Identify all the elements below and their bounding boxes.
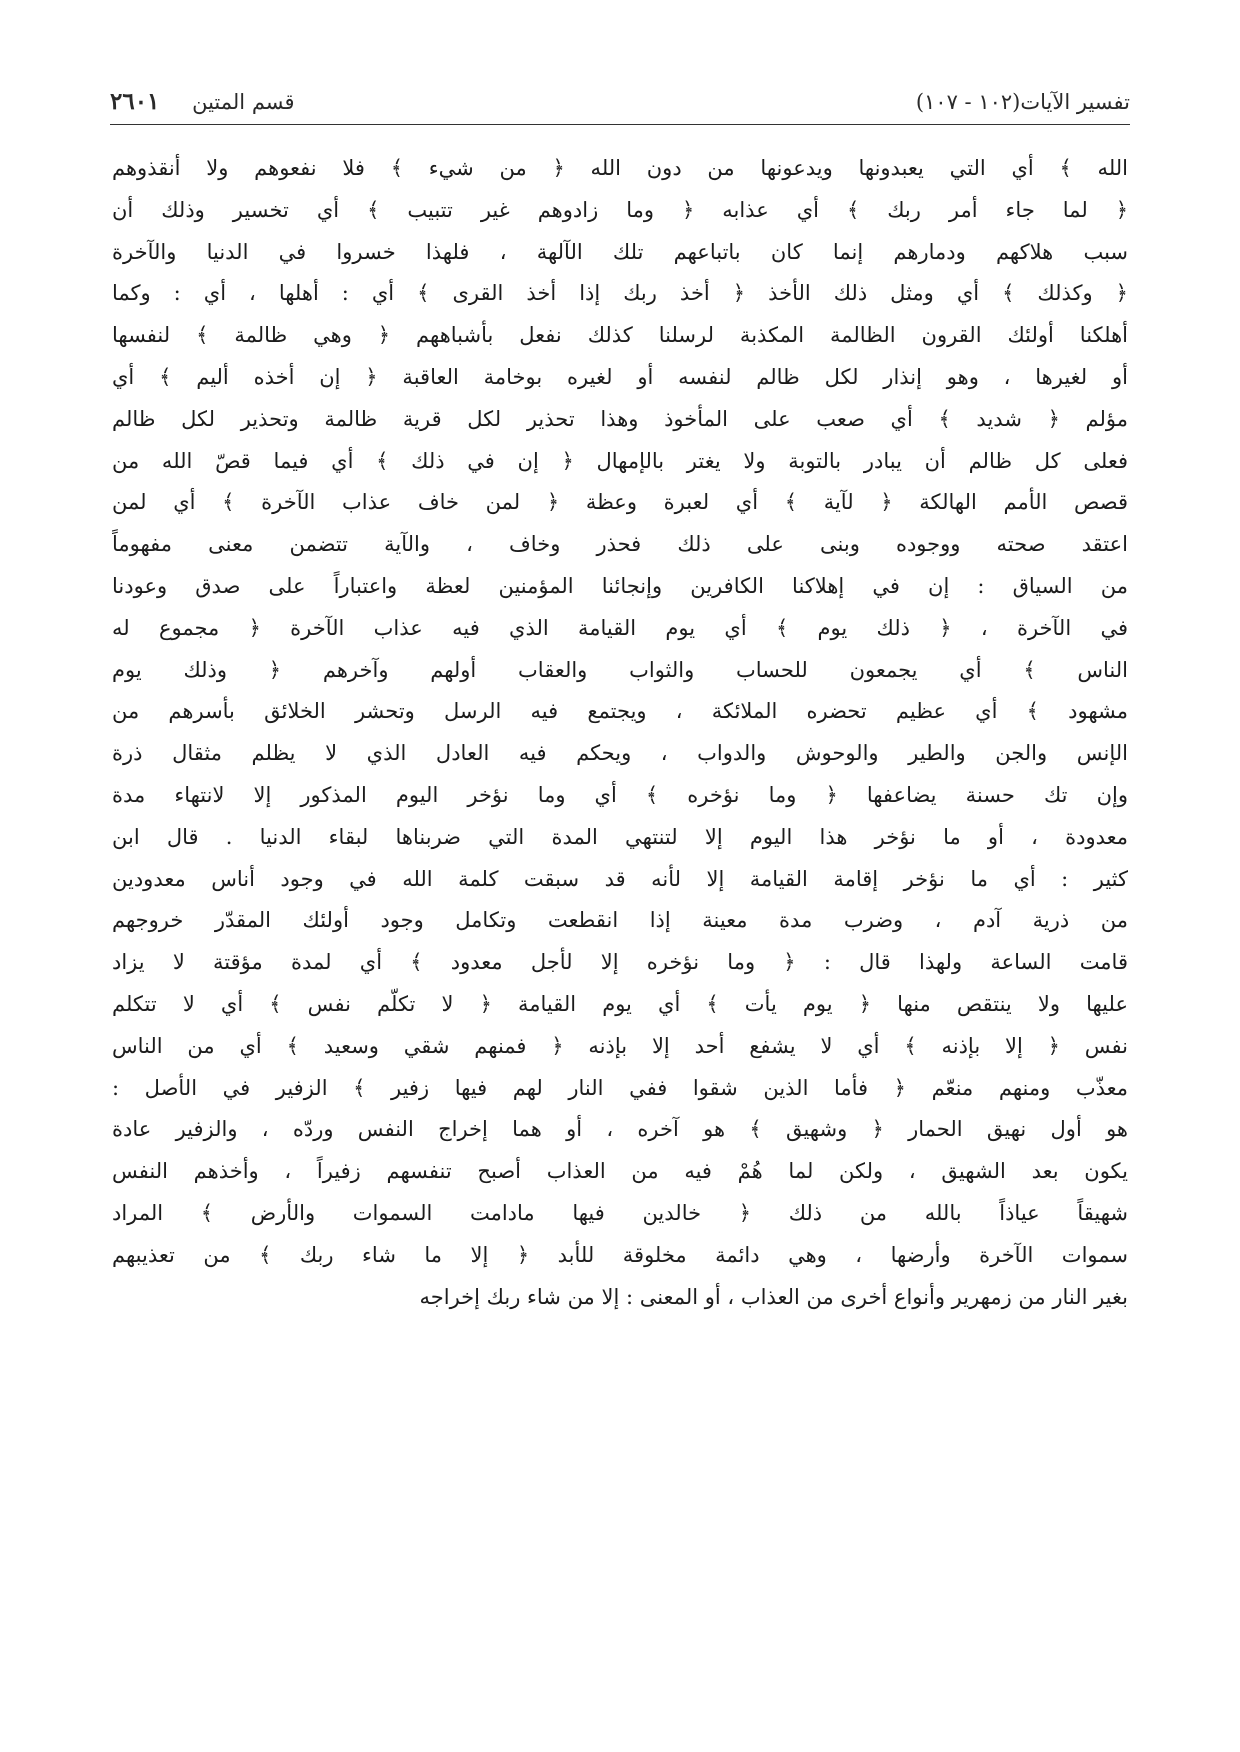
- page-number: ٢٦٠١: [110, 88, 160, 115]
- header-divider: [110, 124, 1130, 125]
- text-line: اعتقد صحته ووجوده وبنى على ذلك فحذر وخاف ، والآية تتضمن معنى مفهوماً: [112, 532, 1128, 557]
- text-line: وإن تك حسنة يضاعفها ﴿ وما نؤخره ﴾ أي وما نؤخر اليوم المذكور إلا لانتهاء مدة: [112, 782, 1128, 807]
- text-line: بغير النار من زمهرير وأنواع أخرى من العذاب ، أو المعنى : إلا من شاء ربك إخراجه: [419, 1284, 1128, 1309]
- text-line: مشهود ﴾ أي عظيم تحضره الملائكة ، ويجتمع فيه الرسل وتحشر الخلائق بأسرهم من: [112, 699, 1128, 724]
- text-line: أو لغيرها ، وهو إنذار لكل ظالم لنفسه أو لغيره بوخامة العاقبة ﴿ إن أخذه أليم ﴾ أي: [112, 364, 1128, 389]
- text-line: سموات الآخرة وأرضها ، وهي دائمة مخلوقة للأبد ﴿ إلا ما شاء ربك ﴾ من تعذيبهم: [112, 1242, 1128, 1267]
- text-line: كثير : أي ما نؤخر إقامة القيامة إلا لأنه قد سبقت كلمة الله في وجود أناس معدودين: [112, 866, 1128, 891]
- text-line: في الآخرة ، ﴿ ذلك يوم ﴾ أي يوم القيامة الذي فيه عذاب الآخرة ﴿ مجموع له: [112, 615, 1128, 640]
- text-line: قصص الأمم الهالكة ﴿ لآية ﴾ أي لعبرة وعظة ﴿ لمن خاف عذاب الآخرة ﴾ أي لمن: [112, 490, 1128, 515]
- text-line: هو أول نهيق الحمار ﴿ وشهيق ﴾ هو آخره ، أو هما إخراج النفس وردّه ، والزفير عادة: [112, 1117, 1128, 1142]
- text-line: معدودة ، أو ما نؤخر هذا اليوم إلا لتنتهي المدة التي ضربناها لبقاء الدنيا . قال ابن: [112, 824, 1128, 849]
- text-line: من ذرية آدم ، وضرب مدة معينة إذا انقطعت وتكامل وجود أولئك المقدّر خروجهم: [112, 908, 1128, 933]
- running-header: [110, 82, 1130, 122]
- header-title: تفسير الآيات(١٠٢ - ١٠٧): [915, 90, 1130, 114]
- text-line: سبب هلاكهم ودمارهم إنما كان باتباعهم تلك الآلهة ، فلهذا خسروا في الدنيا والآخرة: [112, 239, 1128, 264]
- text-line: الناس ﴾ أي يجمعون للحساب والثواب والعقاب أولهم وآخرهم ﴿ وذلك يوم: [112, 657, 1128, 682]
- text-line: ﴿ لما جاء أمر ربك ﴾ أي عذابه ﴿ وما زادوهم غير تتبيب ﴾ أي تخسير وذلك أن: [112, 197, 1128, 222]
- header-section: قسم المتين: [192, 90, 295, 114]
- text-line: نفس ﴿ إلا بإذنه ﴾ أي لا يشفع أحد إلا بإذنه ﴿ فمنهم شقي وسعيد ﴾ أي من الناس: [112, 1033, 1128, 1058]
- text-line: الله ﴾ أي التي يعبدونها ويدعونها من دون الله ﴿ من شيء ﴾ فلا نفعوهم ولا أنقذوهم: [112, 156, 1128, 180]
- text-line: أهلكنا أولئك القرون الظالمة المكذبة لرسلنا كذلك نفعل بأشباههم ﴿ وهي ظالمة ﴾ لنفسها: [112, 323, 1128, 348]
- text-line: ﴿ وكذلك ﴾ أي ومثل ذلك الأخذ ﴿ أخذ ربك إذا أخذ القرى ﴾ أي : أهلها ، أي : وكما: [112, 281, 1128, 306]
- text-line: الإنس والجن والطير والوحوش والدواب ، ويحكم فيه العادل الذي لا يظلم مثقال ذرة: [112, 741, 1128, 766]
- text-line: معذّب ومنهم منعّم ﴿ فأما الذين شقوا ففي النار لهم فيها زفير ﴾ الزفير في الأصل :: [112, 1075, 1128, 1100]
- text-line: مؤلم ﴿ شديد ﴾ أي صعب على المأخوذ وهذا تحذير لكل قرية ظالمة وتحذير لكل ظالم: [112, 406, 1128, 431]
- header-page-info: [110, 82, 295, 122]
- text-line: قامت الساعة ولهذا قال : ﴿ وما نؤخره إلا لأجل معدود ﴾ أي لمدة مؤقتة لا يزاد: [112, 950, 1128, 975]
- text-line: يكون بعد الشهيق ، ولكن لما هُمْ فيه من العذاب أصبح تنفسهم زفيراً ، وأخذهم النفس: [112, 1159, 1128, 1184]
- text-line: شهيقاً عياذاً بالله من ذلك ﴿ خالدين فيها مادامت السموات والأرض ﴾ المراد: [112, 1200, 1128, 1225]
- text-line: من السياق : إن في إهلاكنا الكافرين وإنجائنا المؤمنين لعظة واعتباراً على صدق وعودنا: [112, 573, 1128, 598]
- text-line: عليها ولا ينتقص منها ﴿ يوم يأت ﴾ أي يوم القيامة ﴿ لا تكلّم نفس ﴾ أي لا تتكلم: [112, 991, 1128, 1016]
- text-line: فعلى كل ظالم أن يبادر بالتوبة ولا يغتر بالإمهال ﴿ إن في ذلك ﴾ أي فيما قصّ الله من: [112, 448, 1128, 473]
- body-text: [112, 148, 1128, 1713]
